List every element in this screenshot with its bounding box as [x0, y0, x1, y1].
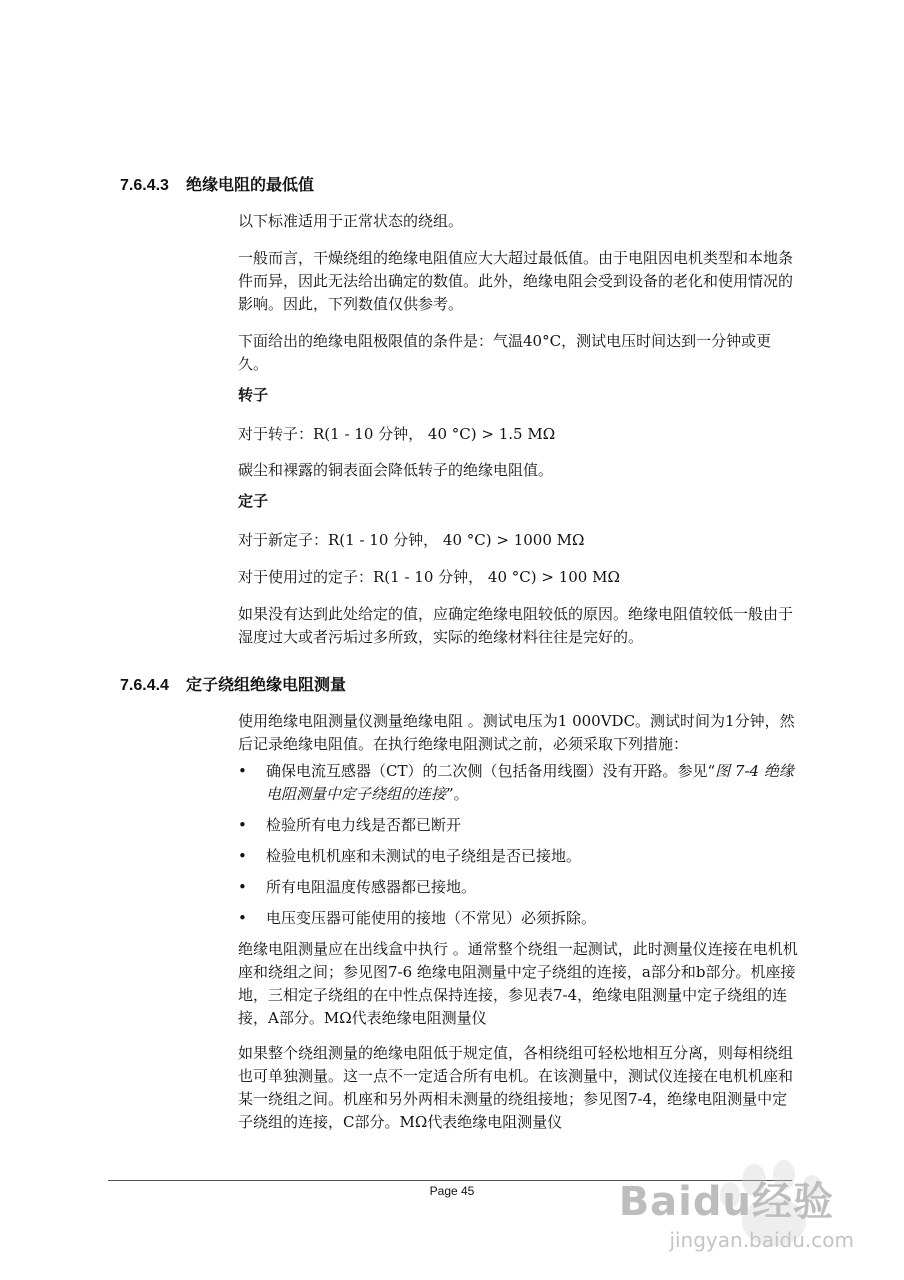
- measurement-paragraph: 绝缘电阻测量应在出线盒中执行 。通常整个绕组一起测试，此时测量仪连接在电机机座和绕组之间；参见图7-6 绝缘电阻测量中定子绕组的连接，a部分和b部分。机座接地，三相定子绕组的在中性点保持连接，参见表7-4，绝缘电阻测量中定子绕组的连接，A部分。MΩ代表绝缘电阻测量仪: [238, 940, 798, 1027]
- single-phase-paragraph: 如果整个绕组测量的绝缘电阻低于规定值，各相绕组可轻松地相互分离，则每相绕组也可单独测量。这一点不一定适合所有电机。在该测量中，测试仪连接在电机机座和某一绕组之间。机座和另外两相未测量的绕组接地；参见图7-4，绝缘电阻测量中定子绕组的连接，C部分。MΩ代表绝缘电阻测量仪: [238, 1044, 794, 1131]
- paragraph: 下面给出的绝缘电阻极限值的条件是：气温40°C，测试电压时间达到一分钟或更久。: [238, 332, 772, 373]
- section-number: 7.6.4.3: [120, 177, 169, 194]
- list-item-text: 检验电机机座和未测试的电子绕组是否已接地。: [266, 847, 582, 865]
- section-number: 7.6.4.4: [120, 677, 169, 694]
- page-number: Page 45: [429, 1184, 475, 1198]
- section-heading-7-6-4-4: [120, 676, 346, 696]
- rotor-subheading: 转子: [238, 386, 269, 404]
- paragraph: 以下标准适用于正常状态的绕组。: [238, 212, 464, 230]
- list-item-text: 检验所有电力线是否都已断开: [266, 816, 462, 834]
- list-item-text: 所有电阻温度传感器都已接地。: [266, 878, 477, 896]
- list-item-text: 确保电流互感器（CT）的二次侧（包括备用线圈）没有开路。参见“: [266, 762, 716, 780]
- bullet-icon: •: [238, 762, 247, 780]
- rotor-value: 对于转子：R(1 - 10 分钟， 40 °C) > 1.5 MΩ: [238, 425, 556, 443]
- list-item: [238, 876, 798, 899]
- bullet-icon: •: [238, 847, 247, 865]
- list-item: [238, 760, 798, 806]
- bullet-icon: •: [238, 909, 247, 927]
- bullet-icon: •: [238, 816, 247, 834]
- section-heading-7-6-4-3: [120, 176, 314, 196]
- stator-new-value: 对于新定子：R(1 - 10 分钟， 40 °C) > 1000 MΩ: [238, 531, 585, 549]
- rotor-note: 碳尘和裸露的铜表面会降低转子的绝缘电阻值。: [238, 461, 554, 479]
- section-title: 绝缘电阻的最低值: [186, 177, 315, 194]
- list-item-text-end: ”。: [446, 785, 469, 803]
- watermark-brand: Baidu经验: [618, 1179, 834, 1225]
- precautions-list: [238, 760, 798, 938]
- bullet-icon: •: [238, 878, 247, 896]
- watermark-url: jingyan.baidu.com: [669, 1228, 854, 1252]
- list-item-text: 电压变压器可能使用的接地（不常见）必须拆除。: [266, 909, 597, 927]
- list-item: [238, 907, 798, 930]
- paragraph: 一般而言，干燥绕组的绝缘电阻值应大大超过最低值。由于电阻因电机类型和本地条件而异，因此无法给出确定的数值。此外，绝缘电阻会受到设备的老化和使用情况的影响。因此，下列数值仅供参考。: [238, 249, 794, 313]
- list-item: [238, 845, 798, 868]
- stator-subheading: 定子: [238, 492, 269, 510]
- figure-reference: 图 7-4 绝缘电阻测量中定子绕组的连接: [266, 762, 794, 803]
- conclusion-paragraph: 如果没有达到此处给定的值，应确定绝缘电阻较低的原因。绝缘电阻值较低一般由于湿度过大或者污垢过多所致，实际的绝缘材料往往是完好的。: [238, 605, 794, 646]
- stator-used-value: 对于使用过的定子：R(1 - 10 分钟， 40 °C) > 100 MΩ: [238, 568, 620, 586]
- section-title: 定子绕组绝缘电阻测量: [186, 677, 347, 694]
- intro-paragraph: 使用绝缘电阻测量仪测量绝缘电阻 。测试电压为1 000VDC。测试时间为1分钟，然后记录绝缘电阻值。在执行绝缘电阻测试之前，必须采取下列措施：: [238, 712, 795, 753]
- list-item: [238, 814, 798, 837]
